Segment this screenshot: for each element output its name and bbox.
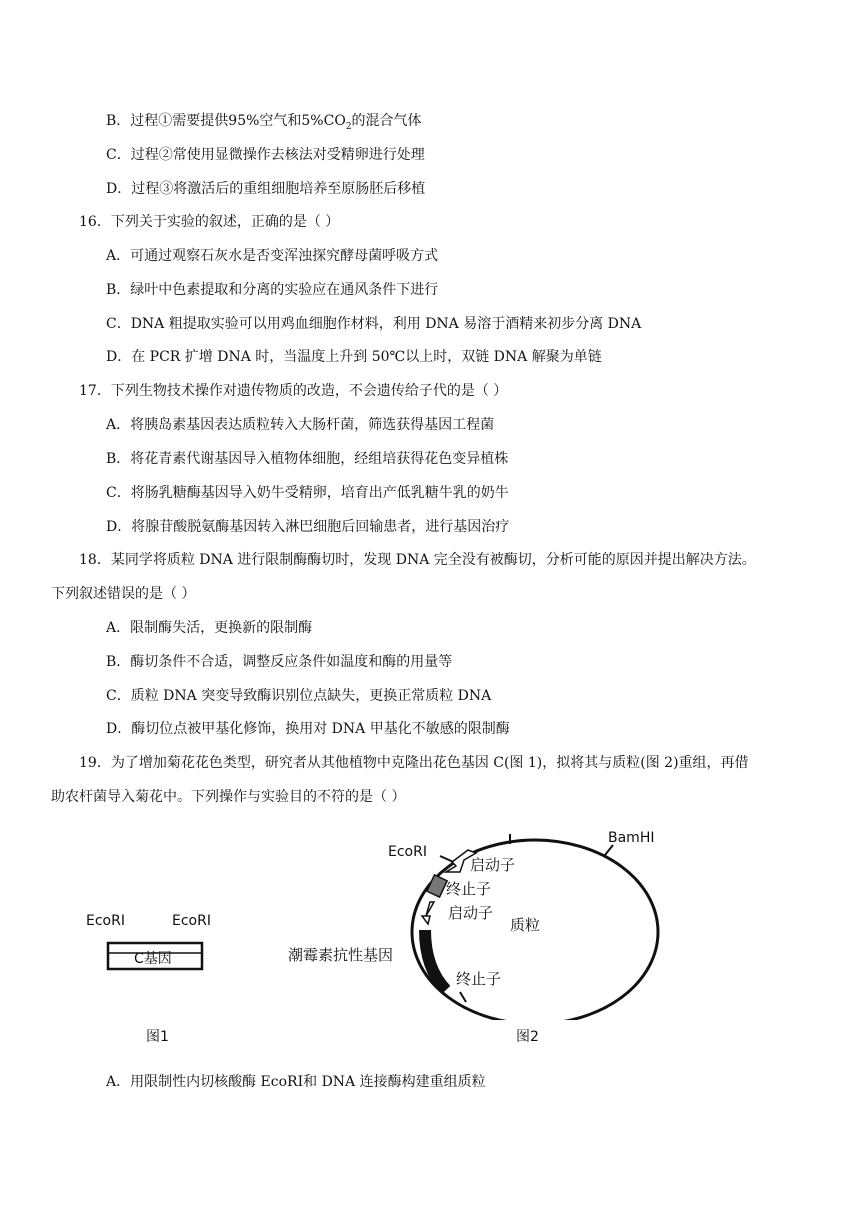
figure-1: [80, 905, 240, 1065]
q17-option-d: D．将腺苷酸脱氨酶基因转入淋巴细胞后回输患者，进行基因治疗: [106, 519, 510, 535]
q17-stem: 17．下列生物技术操作对遗传物质的改造，不会遗传给子代的是（ ）: [79, 383, 508, 399]
fig1-gene-fragment: [80, 905, 240, 985]
fig1-caption: 图1: [146, 1029, 169, 1045]
q18-option-c: C．质粒 DNA 突变导致酶识别位点缺失，更换正常质粒 DNA: [106, 688, 492, 704]
q18-stem-line1: 18．某同学将质粒 DNA 进行限制酶酶切时，发现 DNA 完全没有被酶切，分析可能的原因并提出解决方法。: [79, 552, 756, 568]
q18-option-b: B．酶切条件不合适，调整反应条件如温度和酶的用量等: [106, 654, 453, 670]
q15-option-b: B．过程①需要提供95%空气和$5\%CO_2$的混合气体: [106, 113, 422, 132]
fig2-terminator2-label: 终止子: [456, 970, 502, 988]
q19-stem-line2: 助农杆菌导入菊花中。下列操作与实验目的不符的是（ ）: [51, 789, 406, 805]
fig1-gene-label: C基因: [134, 951, 172, 967]
q17-option-c: C．将肠乳糖酶基因导入奶牛受精卵，培育出产低乳糖牛乳的奶牛: [106, 485, 509, 501]
fig1-left-ecori-label: EcoRⅠ: [86, 913, 125, 929]
q17-option-b: B．将花青素代谢基因导入植物体细胞，经组培获得花色变异植株: [106, 451, 509, 467]
fig2-resistance-gene-label: 潮霉素抗性基因: [288, 946, 394, 964]
q19-option-a: A．用限制性内切核酸酶 EcoRⅠ和 DNA 连接酶构建重组质粒: [106, 1074, 486, 1090]
q16-option-c: C．DNA 粗提取实验可以用鸡血细胞作材料，利用 DNA 易溶于酒精来初步分离 DNA: [106, 316, 642, 332]
q16-option-d: D．在 PCR 扩增 DNA 时，当温度上升到 50℃以上时，双链 DNA 解聚为单链: [106, 349, 602, 365]
fig2-caption: 图2: [516, 1029, 539, 1045]
q16-option-b: B．绿叶中色素提取和分离的实验应在通风条件下进行: [106, 282, 439, 298]
q18-stem-line2: 下列叙述错误的是（ ）: [51, 586, 196, 602]
fig2-plasmid-label: 质粒: [510, 916, 541, 934]
fig2-promoter2-label: 启动子: [448, 904, 494, 922]
q19-stem-line1: 19．为了增加菊花花色类型，研究者从其他植物中克隆出花色基因 C(图 1)，拟将其与质粒(图 2)重组，再借: [79, 755, 749, 771]
q15-option-c: C．过程②常使用显微操作去核法对受精卵进行处理: [106, 147, 425, 163]
q18-option-a: A．限制酶失活，更换新的限制酶: [106, 620, 313, 636]
q18-option-d: D．酶切位点被甲基化修饰，换用对 DNA 甲基化不敏感的限制酶: [106, 721, 510, 737]
fig2-promoter1-label: 启动子: [470, 856, 516, 874]
q17-option-a: A．将胰岛素基因表达质粒转入大肠杆菌，筛选获得基因工程菌: [106, 417, 495, 433]
q16-option-a: A．可通过观察石灰水是否变浑浊探究酵母菌呼吸方式: [106, 248, 439, 264]
figure-2: [280, 820, 700, 1060]
q16-stem: 16．下列关于实验的叙述，正确的是（ ）: [79, 214, 340, 230]
q15-option-d: D．过程③将激活后的重组细胞培养至原肠胚后移植: [106, 181, 426, 197]
fig2-bamhi-label: BamHⅠ: [608, 830, 655, 846]
fig1-right-ecori-label: EcoRⅠ: [172, 913, 211, 929]
fig2-ecori-label: EcoRⅠ: [388, 844, 427, 860]
fig2-terminator1-label: 终止子: [446, 880, 492, 898]
